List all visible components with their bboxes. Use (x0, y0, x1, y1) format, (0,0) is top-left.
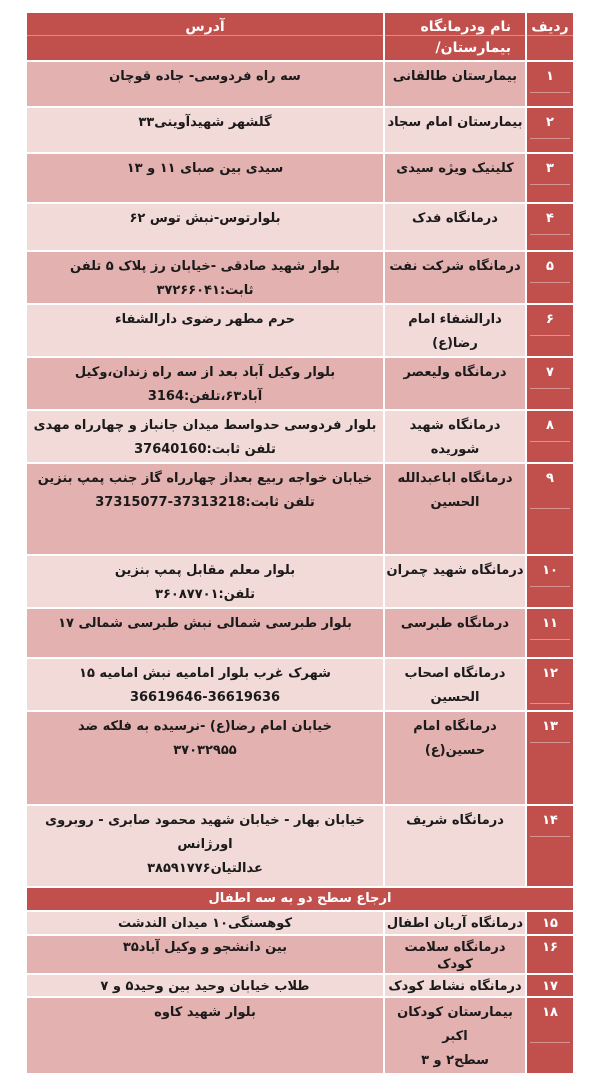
row-index-cell: ۱۷ (527, 975, 573, 996)
row-index-cell: ۱۴ (527, 806, 573, 886)
clinic-address-cell: بلوارتوس-نبش توس ۶۲ (27, 204, 383, 250)
table-row (27, 556, 573, 607)
header-row-index-cell (527, 13, 573, 60)
row-index-cell: ۱۳ (527, 712, 573, 804)
table-row (27, 411, 573, 462)
subrow-divider (530, 1042, 570, 1043)
row-index-cell: ۱۶ (527, 936, 573, 973)
row-index-cell: ۴ (527, 204, 573, 250)
table-row (27, 154, 573, 202)
clinic-name-cell: درمانگاه طبرسی (385, 609, 525, 657)
clinics-table (27, 13, 573, 1073)
rows-main-section (27, 62, 573, 886)
clinic-address-cell: بلوار فردوسی حدواسط میدان جانباز و چهارراه مهدی تلفن ثابت:37640160 (27, 411, 383, 462)
clinic-address-cell: خیابان بهار - خیابان شهید محمود صابری - روبروی اورژانس عدالتیان۳۸۵۹۱۷۷۶ (27, 806, 383, 886)
clinic-address-cell: سیدی بین صبای ۱۱ و ۱۳ (27, 154, 383, 202)
row-index-cell: ۲ (527, 108, 573, 152)
clinic-address-cell: بلوار وکیل آباد بعد از سه راه زندان،وکیل آباد۶۳،تلفن:3164 (27, 358, 383, 409)
table-row (27, 62, 573, 106)
subrow-divider (530, 138, 570, 139)
subrow-divider (530, 836, 570, 837)
clinic-name-cell: کلینیک ویژه سیدی (385, 154, 525, 202)
header-row-index-label: ردیف (531, 19, 569, 35)
clinic-name-cell: بیمارستان کودکان اکبر سطح۲ و ۳ (385, 998, 525, 1073)
table-row (27, 464, 573, 554)
table-row (27, 659, 573, 710)
table-row (27, 252, 573, 303)
clinic-name-cell: درمانگاه امام حسین(ع) (385, 712, 525, 804)
header-name-cell (385, 13, 525, 60)
row-index-cell: ۱۸ (527, 998, 573, 1073)
row-index-cell: ۳ (527, 154, 573, 202)
clinic-name-cell: درمانگاه نشاط کودک (385, 975, 525, 996)
row-index-cell: ۷ (527, 358, 573, 409)
table-row (27, 204, 573, 250)
clinic-name-cell: درمانگاه شرکت نفت (385, 252, 525, 303)
table-row (27, 609, 573, 657)
clinic-address-cell: بین دانشجو و وکیل آباد۳۵ (27, 936, 383, 973)
table-row (27, 912, 573, 934)
rows-children-referral-section (27, 912, 573, 1073)
row-index-cell: ۱۱ (527, 609, 573, 657)
clinic-name-cell: درمانگاه ولیعصر (385, 358, 525, 409)
clinic-address-cell: بلوار طبرسی شمالی نبش طبرسی شمالی ۱۷ (27, 609, 383, 657)
row-index-cell: ۱۰ (527, 556, 573, 607)
clinic-name-cell: درمانگاه اباعبدالله الحسین (385, 464, 525, 554)
clinic-name-cell: درمانگاه آریان اطفال (385, 912, 525, 934)
clinic-address-cell: بلوار معلم مقابل پمپ بنزین تلفن:۳۶۰۸۷۷۰۱ (27, 556, 383, 607)
subrow-divider (530, 742, 570, 743)
row-index-cell: ۸ (527, 411, 573, 462)
row-index-cell: ۱ (527, 62, 573, 106)
clinic-name-cell: درمانگاه شهید چمران (385, 556, 525, 607)
header-address-cell (27, 13, 383, 60)
row-index-cell: ۹ (527, 464, 573, 554)
clinic-address-cell: خیابان امام رضا(ع) -نرسیده به فلکه ضد ۳۷۰۳۲۹۵۵ (27, 712, 383, 804)
subrow-divider (530, 441, 570, 442)
row-index-cell: ۱۲ (527, 659, 573, 710)
clinic-address-cell: شهرک غرب بلوار امامیه نبش امامیه ۱۵ 36619646-36619636 (27, 659, 383, 710)
section-banner: ارجاع سطح دو به سه اطفال (27, 888, 573, 910)
subrow-divider (530, 282, 570, 283)
row-index-cell: ۵ (527, 252, 573, 303)
clinic-address-cell: حرم مطهر رضوی دارالشفاء (27, 305, 383, 356)
clinic-name-cell: بیمارستان امام سجاد (385, 108, 525, 152)
table-row (27, 358, 573, 409)
clinic-address-cell: کوهسنگی۱۰ میدان الندشت (27, 912, 383, 934)
clinic-address-cell: بلوار شهید کاوه (27, 998, 383, 1073)
subrow-divider (530, 335, 570, 336)
table-row (27, 998, 573, 1073)
row-index-cell: ۶ (527, 305, 573, 356)
clinic-name-cell: درمانگاه شریف (385, 806, 525, 886)
table-header (27, 13, 573, 60)
clinic-name-cell: درمانگاه سلامت کودک (385, 936, 525, 973)
clinic-address-cell: گلشهر شهیدآوینی۳۳ (27, 108, 383, 152)
subrow-divider (530, 639, 570, 640)
clinic-address-cell: خیابان خواجه ربیع بعداز چهارراه گاز جنب پمپ بنزین تلفن ثابت:37313218-37315077 (27, 464, 383, 554)
subrow-divider (530, 508, 570, 509)
table-row (27, 108, 573, 152)
table-row (27, 712, 573, 804)
subrow-divider (530, 388, 570, 389)
subrow-divider (530, 703, 570, 704)
table-row (27, 936, 573, 973)
table-row (27, 806, 573, 886)
subrow-divider (530, 586, 570, 587)
clinic-address-cell: طلاب خیابان وحید بین وحید۵ و ۷ (27, 975, 383, 996)
table-row (27, 975, 573, 996)
clinic-name-cell: درمانگاه فدک (385, 204, 525, 250)
header-name-label-line1: نام ودرمانگاه (420, 19, 511, 35)
clinic-address-cell: بلوار شهید صادقی -خیابان رز پلاک ۵ تلفن ثابت:۳۷۲۶۶۰۴۱ (27, 252, 383, 303)
clinic-name-cell: بیمارستان طالقانی (385, 62, 525, 106)
subrow-divider (530, 234, 570, 235)
header-name-label-line2: بیمارستان/ (435, 40, 511, 56)
header-address-label: آدرس (185, 19, 225, 35)
table-row (27, 305, 573, 356)
clinic-address-cell: سه راه فردوسی- جاده قوچان (27, 62, 383, 106)
subrow-divider (530, 92, 570, 93)
clinic-name-cell: دارالشفاء امام رضا(ع) (385, 305, 525, 356)
clinic-name-cell: درمانگاه شهید شوریده (385, 411, 525, 462)
clinic-name-cell: درمانگاه اصحاب الحسین (385, 659, 525, 710)
subrow-divider (530, 184, 570, 185)
row-index-cell: ۱۵ (527, 912, 573, 934)
